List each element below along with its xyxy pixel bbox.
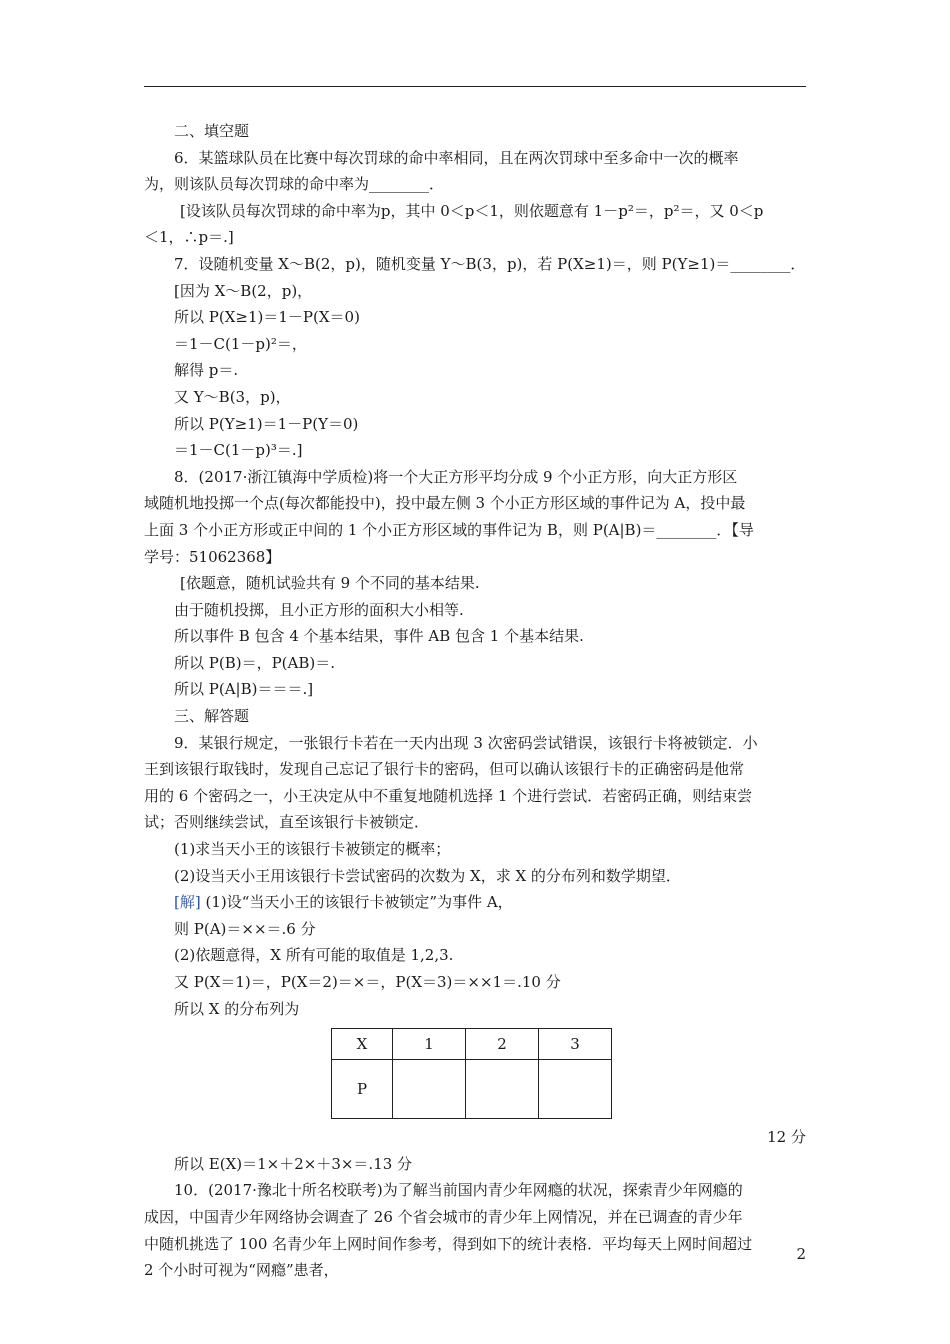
section-heading-solve: 三、解答题 <box>174 707 250 726</box>
table-row <box>332 1029 612 1060</box>
page-content <box>144 118 806 1284</box>
q9-solution-1-text: (1)设“当天小王的该银行卡被锁定”为事件 A， <box>205 893 513 912</box>
q7-answer-3: ＝1－C(1－p)²＝， <box>174 334 307 353</box>
q10-line-3: 中随机挑选了 100 名青少年上网时间作参考，得到如下的统计表格．平均每天上网时间超过 <box>144 1234 753 1253</box>
table-cell <box>466 1060 539 1119</box>
q9-solution-3: (2)依题意得，X 所有可能的取值是 1,2,3. <box>174 946 454 965</box>
q7-answer-7: ＝1－C(1－p)³＝.] <box>174 441 303 460</box>
q7-answer-4: 解得 p＝. <box>174 361 239 380</box>
q6-answer-1: [设该队员每次罚球的命中率为p，其中 0＜p＜1，则依题意有 1－p²＝，p²＝，又 0＜p <box>180 201 764 220</box>
q8-answer-2: 由于随机投掷，且小正方形的面积大小相等. <box>174 600 464 619</box>
score-12: 12 分 <box>767 1128 806 1147</box>
q9-solution-2: 则 P(A)＝××＝.6 分 <box>174 919 316 938</box>
header-rule <box>144 86 806 87</box>
q9-line-4: 试；否则继续尝试，直至该银行卡被锁定． <box>144 813 430 832</box>
page-number: 2 <box>796 1245 806 1263</box>
q9-sub-2: (2)设当天小王用该银行卡尝试密码的次数为 X，求 X 的分布列和数学期望． <box>174 866 681 885</box>
q7-answer-1: [因为 X～B(2，p)， <box>174 281 313 300</box>
q9-line-1: 9．某银行规定，一张银行卡若在一天内出现 3 次密码尝试错误，该银行卡将被锁定．小 <box>174 733 758 752</box>
q9-line-2: 王到该银行取钱时，发现自己忘记了银行卡的密码，但可以确认该银行卡的正确密码是他常 <box>144 760 745 779</box>
solution-tag: [解] <box>174 893 201 912</box>
table-header-cell: 1 <box>393 1029 466 1060</box>
table-header-cell: X <box>332 1029 393 1060</box>
q7-answer-5: 又 Y～B(3，p)， <box>174 387 291 406</box>
q10-line-4: 2 个小时可视为“网瘾”患者， <box>144 1261 339 1280</box>
q8-line-2: 域随机地投掷一个点(每次都能投中)，投中最左侧 3 个小正方形区域的事件记为 A，投中最 <box>144 494 746 513</box>
q7-answer-6: 所以 P(Y≥1)＝1－P(Y＝0) <box>174 414 359 433</box>
q9-solution-5: 所以 X 的分布列为 <box>174 999 300 1018</box>
q9-solution-4: 又 P(X＝1)＝，P(X＝2)＝×＝，P(X＝3)＝××1＝.10 分 <box>174 973 561 991</box>
q8-line-3: 上面 3 个小正方形或正中间的 1 个小正方形区域的事件记为 B，则 P(A|B)＝________．【导 <box>144 520 754 539</box>
distribution-table-wrap <box>144 1028 806 1124</box>
table-cell <box>393 1060 466 1119</box>
q7-answer-2: 所以 P(X≥1)＝1－P(X＝0) <box>174 308 360 327</box>
q7-line-1: 7．设随机变量 X～B(2，p)，随机变量 Y～B(3，p)，若 P(X≥1)＝，则 P(Y≥1)＝________． <box>174 254 806 273</box>
section-heading-fill: 二、填空题 <box>174 122 250 140</box>
q9-solution-1 <box>144 889 806 916</box>
table-row <box>332 1060 612 1119</box>
q8-answer-3: 所以事件 B 包含 4 个基本结果，事件 AB 包含 1 个基本结果. <box>174 627 584 646</box>
q9-solution-6: 所以 E(X)＝1×＋2×＋3×＝.13 分 <box>174 1154 413 1173</box>
q8-line-4: 学号：51062368】 <box>144 547 281 566</box>
q8-answer-4: 所以 P(B)＝，P(AB)＝. <box>174 653 336 672</box>
q9-sub-1: (1)求当天小王的该银行卡被锁定的概率； <box>174 840 451 859</box>
q8-answer-5: 所以 P(A|B)＝＝＝.] <box>174 680 314 699</box>
table-header-cell: 2 <box>466 1029 539 1060</box>
table-cell: P <box>332 1060 393 1119</box>
distribution-table <box>331 1028 612 1119</box>
q9-line-3: 用的 6 个密码之一，小王决定从中不重复地随机选择 1 个进行尝试．若密码正确，则结束尝 <box>144 786 753 805</box>
q6-line-2: 为，则该队员每次罚球的命中率为________． <box>144 175 445 194</box>
q8-answer-1: [依题意，随机试验共有 9 个不同的基本结果. <box>180 574 480 593</box>
q6-answer-2: ＜1，∴p＝.] <box>144 228 234 247</box>
q10-line-1: 10．(2017·豫北十所名校联考)为了解当前国内青少年网瘾的状况，探索青少年网瘾的 <box>174 1181 743 1200</box>
q8-line-1: 8．(2017·浙江镇海中学质检)将一个大正方形平均分成 9 个小正方形，向大正方形区 <box>174 467 738 486</box>
table-cell <box>539 1060 612 1119</box>
q6-line-1: 6．某篮球队员在比赛中每次罚球的命中率相同，且在两次罚球中至多命中一次的概率 <box>174 148 739 167</box>
table-header-cell: 3 <box>539 1029 612 1060</box>
q10-line-2: 成因，中国青少年网络协会调查了 26 个省会城市的青少年上网情况，并在已调查的青少年 <box>144 1207 743 1226</box>
